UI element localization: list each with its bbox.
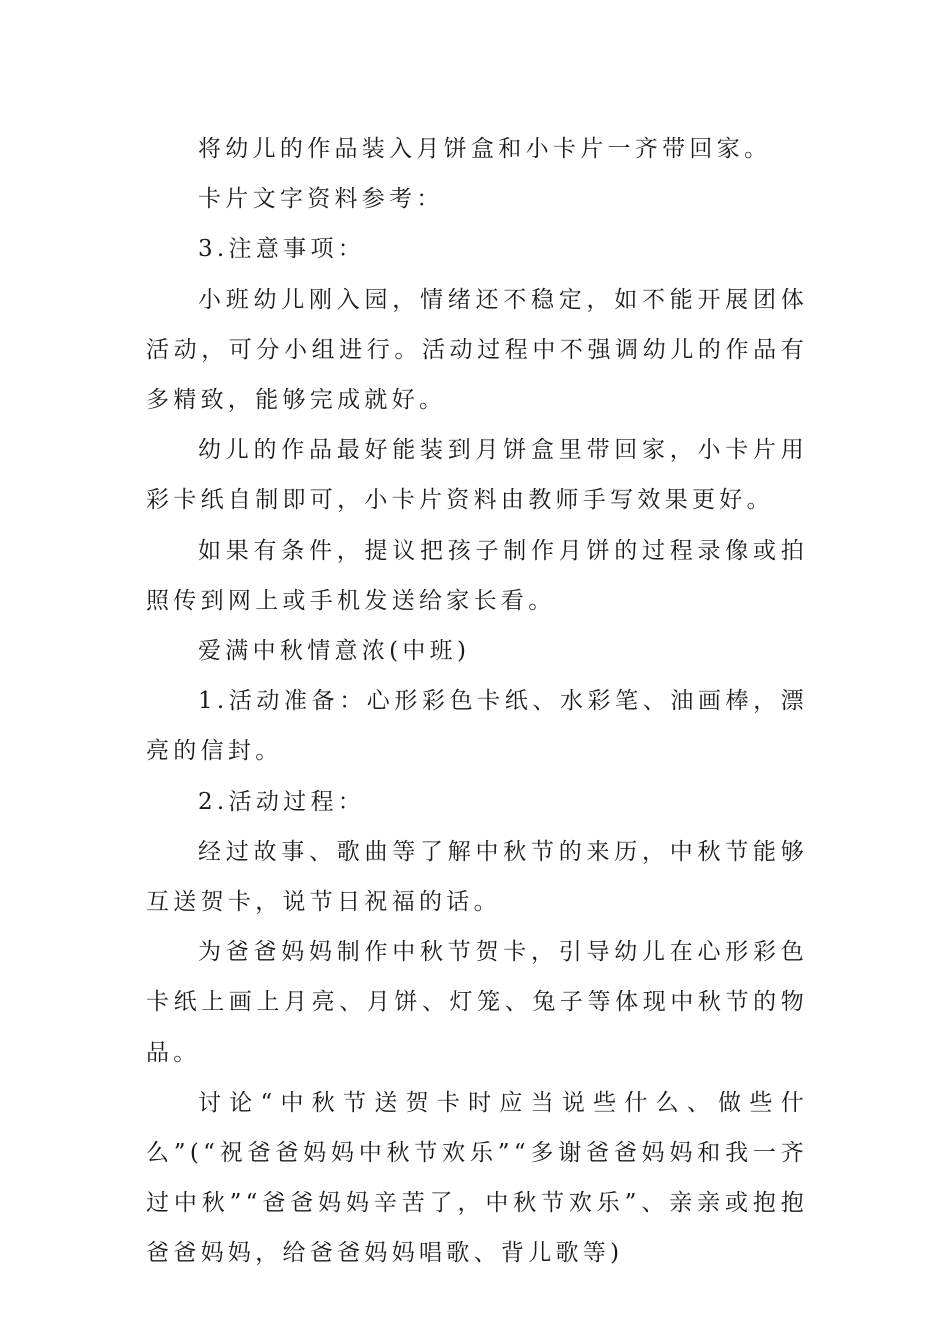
paragraph-recording: 如果有条件，提议把孩子制作月饼的过程录像或拍照传到网上或手机发送给家长看。 xyxy=(146,537,808,614)
paragraph-make-card: 为爸爸妈妈制作中秋节贺卡，引导幼儿在心形彩色卡纸上画上月亮、月饼、灯笼、兔子等体现中秋节的物品。 xyxy=(146,939,808,1066)
paragraph-small-class: 小班幼儿刚入园，情绪还不稳定，如不能开展团体活动，可分小组进行。活动过程中不强调幼儿的作品有多精致，能够完成就好。 xyxy=(146,286,808,414)
section-title-middle-class: 爱满中秋情意浓(中班) xyxy=(198,638,471,665)
paragraph-mooncake-box: 幼儿的作品最好能装到月饼盒里带回家，小卡片用彩卡纸自制即可，小卡片资料由教师手写效果更好。 xyxy=(146,437,808,514)
heading-process: 2.活动过程： xyxy=(198,788,366,815)
paragraph-card-reference: 卡片文字资料参考： xyxy=(198,186,444,213)
paragraph-take-home: 将幼儿的作品装入月饼盒和小卡片一齐带回家。 xyxy=(198,136,772,162)
paragraph-discussion: 讨论“中秋节送贺卡时应当说些什么、做些什么”(“祝爸爸妈妈中秋节欢乐”“多谢爸爸妈妈和我一齐过中秋”“爸爸妈妈辛苦了，中秋节欢乐”、亲亲或抱抱爸爸妈妈，给爸爸妈妈唱歌、背儿歌等) xyxy=(146,1089,808,1267)
paragraph-story-songs: 经过故事、歌曲等了解中秋节的来历，中秋节能够互送贺卡，说节日祝福的话。 xyxy=(146,838,808,916)
heading-notes: 3.注意事项： xyxy=(198,236,366,263)
document-page xyxy=(146,124,808,1279)
paragraph-preparation: 1.活动准备：心形彩色卡纸、水彩笔、油画棒，漂亮的信封。 xyxy=(146,688,808,765)
